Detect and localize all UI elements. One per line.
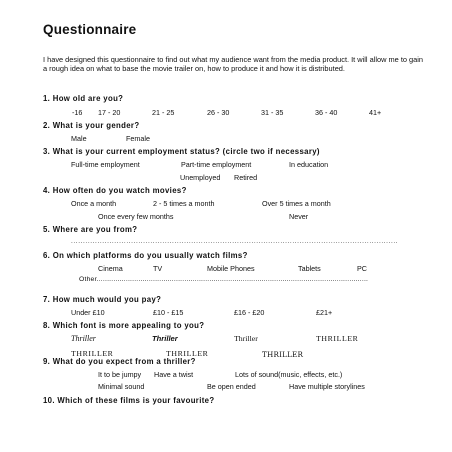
option-age[interactable]: 41+ bbox=[369, 108, 382, 117]
option-employment[interactable]: Unemployed bbox=[180, 173, 221, 182]
page-title: Questionnaire bbox=[43, 22, 137, 37]
option-expectation[interactable]: Have multiple storylines bbox=[289, 382, 365, 391]
option-price[interactable]: £21+ bbox=[316, 308, 333, 317]
answer-line-location[interactable]: ........................................................................................................................................ bbox=[71, 238, 399, 245]
option-frequency[interactable]: Over 5 times a month bbox=[262, 199, 331, 208]
intro-paragraph: I have designed this questionnaire to find out what my audience want from the media product. It will allow me to gain a rough idea on what to base the movie trailer on, how to produce it and how it is distributed. bbox=[43, 55, 424, 73]
option-age[interactable]: 36 - 40 bbox=[315, 108, 338, 117]
option-expectation[interactable]: Lots of sound(music, effects, etc.) bbox=[235, 370, 343, 379]
option-gender[interactable]: Male bbox=[71, 134, 87, 143]
option-platform[interactable]: PC bbox=[357, 264, 367, 273]
option-font[interactable]: Thriller bbox=[152, 334, 178, 343]
option-platform[interactable]: TV bbox=[153, 264, 163, 273]
option-expectation[interactable]: Minimal sound bbox=[98, 382, 145, 391]
option-age[interactable]: 31 - 35 bbox=[261, 108, 284, 117]
option-expectation[interactable]: Be open ended bbox=[207, 382, 256, 391]
option-platform[interactable]: Mobile Phones bbox=[207, 264, 255, 273]
option-platform[interactable]: Cinema bbox=[98, 264, 123, 273]
question-favourite-film: 10. Which of these films is your favourite? bbox=[43, 396, 215, 405]
option-gender[interactable]: Female bbox=[126, 134, 150, 143]
option-font[interactable]: THRILLER bbox=[166, 349, 209, 358]
question-price: 7. How much would you pay? bbox=[43, 295, 162, 304]
option-frequency[interactable]: Once every few months bbox=[98, 212, 174, 221]
option-age[interactable]: -16 bbox=[72, 108, 83, 117]
option-platform[interactable]: Tablets bbox=[298, 264, 321, 273]
option-frequency[interactable]: 2 - 5 times a month bbox=[153, 199, 215, 208]
question-platforms: 6. On which platforms do you usually watch films? bbox=[43, 251, 248, 260]
option-font[interactable]: Thriller bbox=[234, 334, 258, 343]
option-price[interactable]: £16 - £20 bbox=[234, 308, 265, 317]
question-font: 8. Which font is more appealing to you? bbox=[43, 321, 205, 330]
option-font[interactable]: THRILLER bbox=[262, 350, 304, 359]
question-age: 1. How old are you? bbox=[43, 94, 124, 103]
option-employment[interactable]: In education bbox=[289, 160, 329, 169]
option-frequency[interactable]: Once a month bbox=[71, 199, 117, 208]
question-location: 5. Where are you from? bbox=[43, 225, 138, 234]
option-expectation[interactable]: Have a twist bbox=[154, 370, 194, 379]
option-employment[interactable]: Part-time employment bbox=[181, 160, 252, 169]
option-font[interactable]: THRILLER bbox=[316, 334, 359, 343]
option-font[interactable]: Thriller bbox=[71, 334, 96, 343]
question-employment: 3. What is your current employment status? (circle two if necessary) bbox=[43, 147, 320, 156]
question-frequency: 4. How often do you watch movies? bbox=[43, 186, 187, 195]
option-expectation[interactable]: It to be jumpy bbox=[98, 370, 142, 379]
answer-line-other-platform[interactable]: Other.................................................................................................................................. bbox=[79, 276, 369, 283]
option-font[interactable]: THRILLER bbox=[71, 349, 114, 358]
question-expectations: 9. What do you expect from a thriller? bbox=[43, 357, 196, 366]
option-price[interactable]: £10 - £15 bbox=[153, 308, 184, 317]
option-price[interactable]: Under £10 bbox=[71, 308, 105, 317]
option-employment[interactable]: Retired bbox=[234, 173, 258, 182]
question-gender: 2. What is your gender? bbox=[43, 121, 140, 130]
option-age[interactable]: 17 - 20 bbox=[98, 108, 121, 117]
option-age[interactable]: 26 - 30 bbox=[207, 108, 230, 117]
option-age[interactable]: 21 - 25 bbox=[152, 108, 175, 117]
option-employment[interactable]: Full-time employment bbox=[71, 160, 140, 169]
option-frequency[interactable]: Never bbox=[289, 212, 309, 221]
